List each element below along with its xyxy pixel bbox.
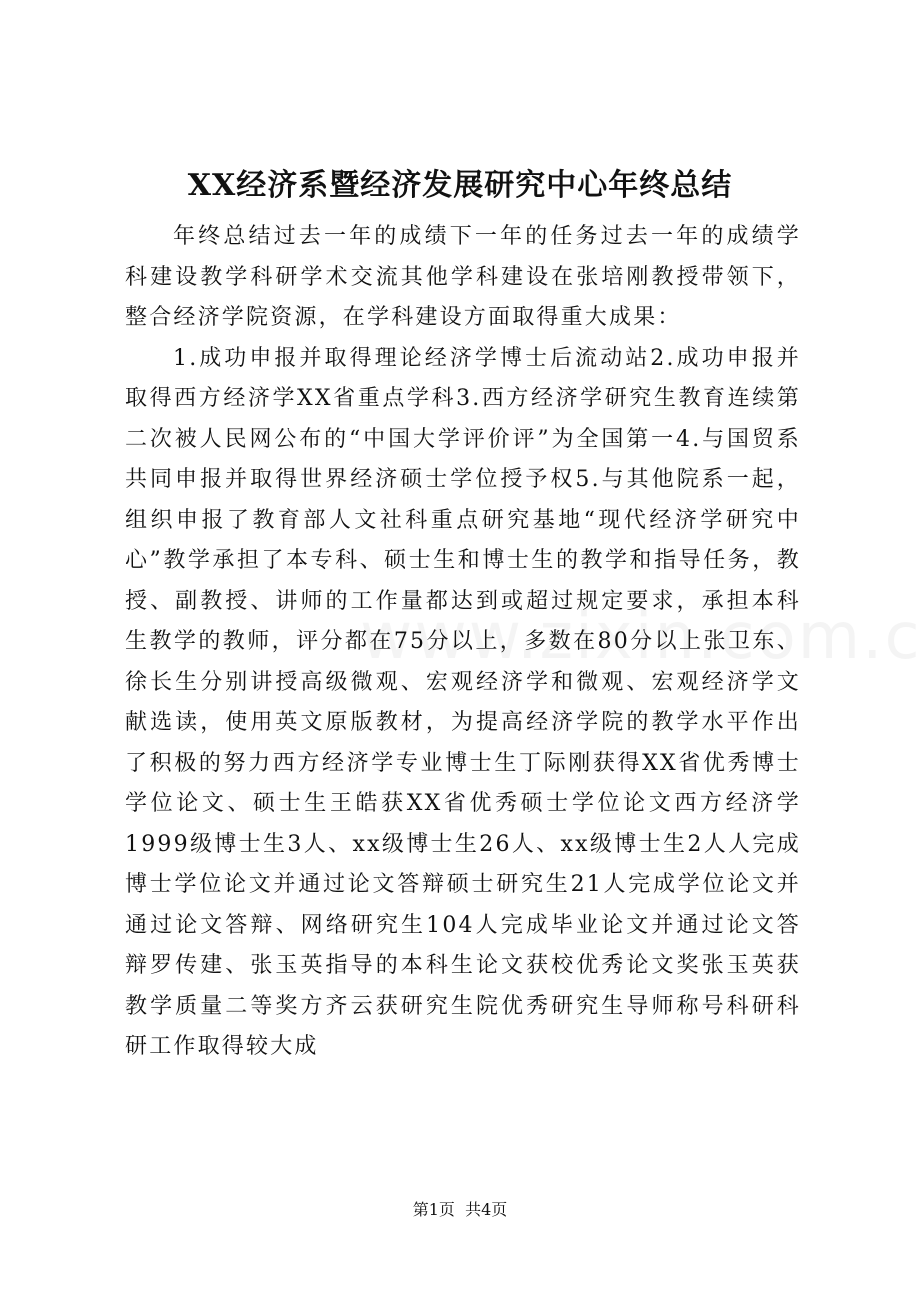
- paragraph-achievements: 1.成功申报并取得理论经济学博士后流动站2.成功申报并取得西方经济学XX省重点学科3.西方经济学研究生教育连续第二次被人民网公布的“中国大学评价评”为全国第一4.与国贸系共同申报并取得世界经济硕士学位授予权5.与其他院系一起，组织申报了教育部人文社科重点研究基地“现代经济学研究中心”教学承担了本专科、硕士生和博士生的教学和指导任务，教授、副教授、讲师的工作量都达到或超过规定要求，承担本科生教学的教师，评分都在75分以上，多数在80分以上张卫东、徐长生分别讲授高级微观、宏观经济学和微观、宏观经济学文献选读，使用英文原版教材，为提高经济学院的教学水平作出了积极的努力西方经济学专业博士生丁际刚获得XX省优秀博士学位论文、硕士生王皓获XX省优秀硕士学位论文西方经济学1999级博士生3人、xx级博士生26人、xx级博士生2人人完成博士学位论文并通过论文答辩硕士研究生21人完成学位论文并通过论文答辩、网络研究生104人完成毕业论文并通过论文答辩罗传建、张玉英指导的本科生论文获校优秀论文奖张玉英获教学质量二等奖方齐云获研究生院优秀研究生导师称号科研科研工作取得较大成: [125, 345, 801, 1059]
- page-total: 共4页: [465, 1200, 508, 1219]
- document-title: XX经济系暨经济发展研究中心年终总结: [187, 168, 733, 203]
- page-number: 第1页: [412, 1200, 455, 1219]
- page-footer: [0, 1198, 920, 1222]
- paragraph-intro: 年终总结过去一年的成绩下一年的任务过去一年的成绩学科建设教学科研学术交流其他学科建设在张培刚教授带领下，整合经济学院资源，在学科建设方面取得重大成果：: [125, 224, 801, 330]
- document-body: [125, 217, 801, 1068]
